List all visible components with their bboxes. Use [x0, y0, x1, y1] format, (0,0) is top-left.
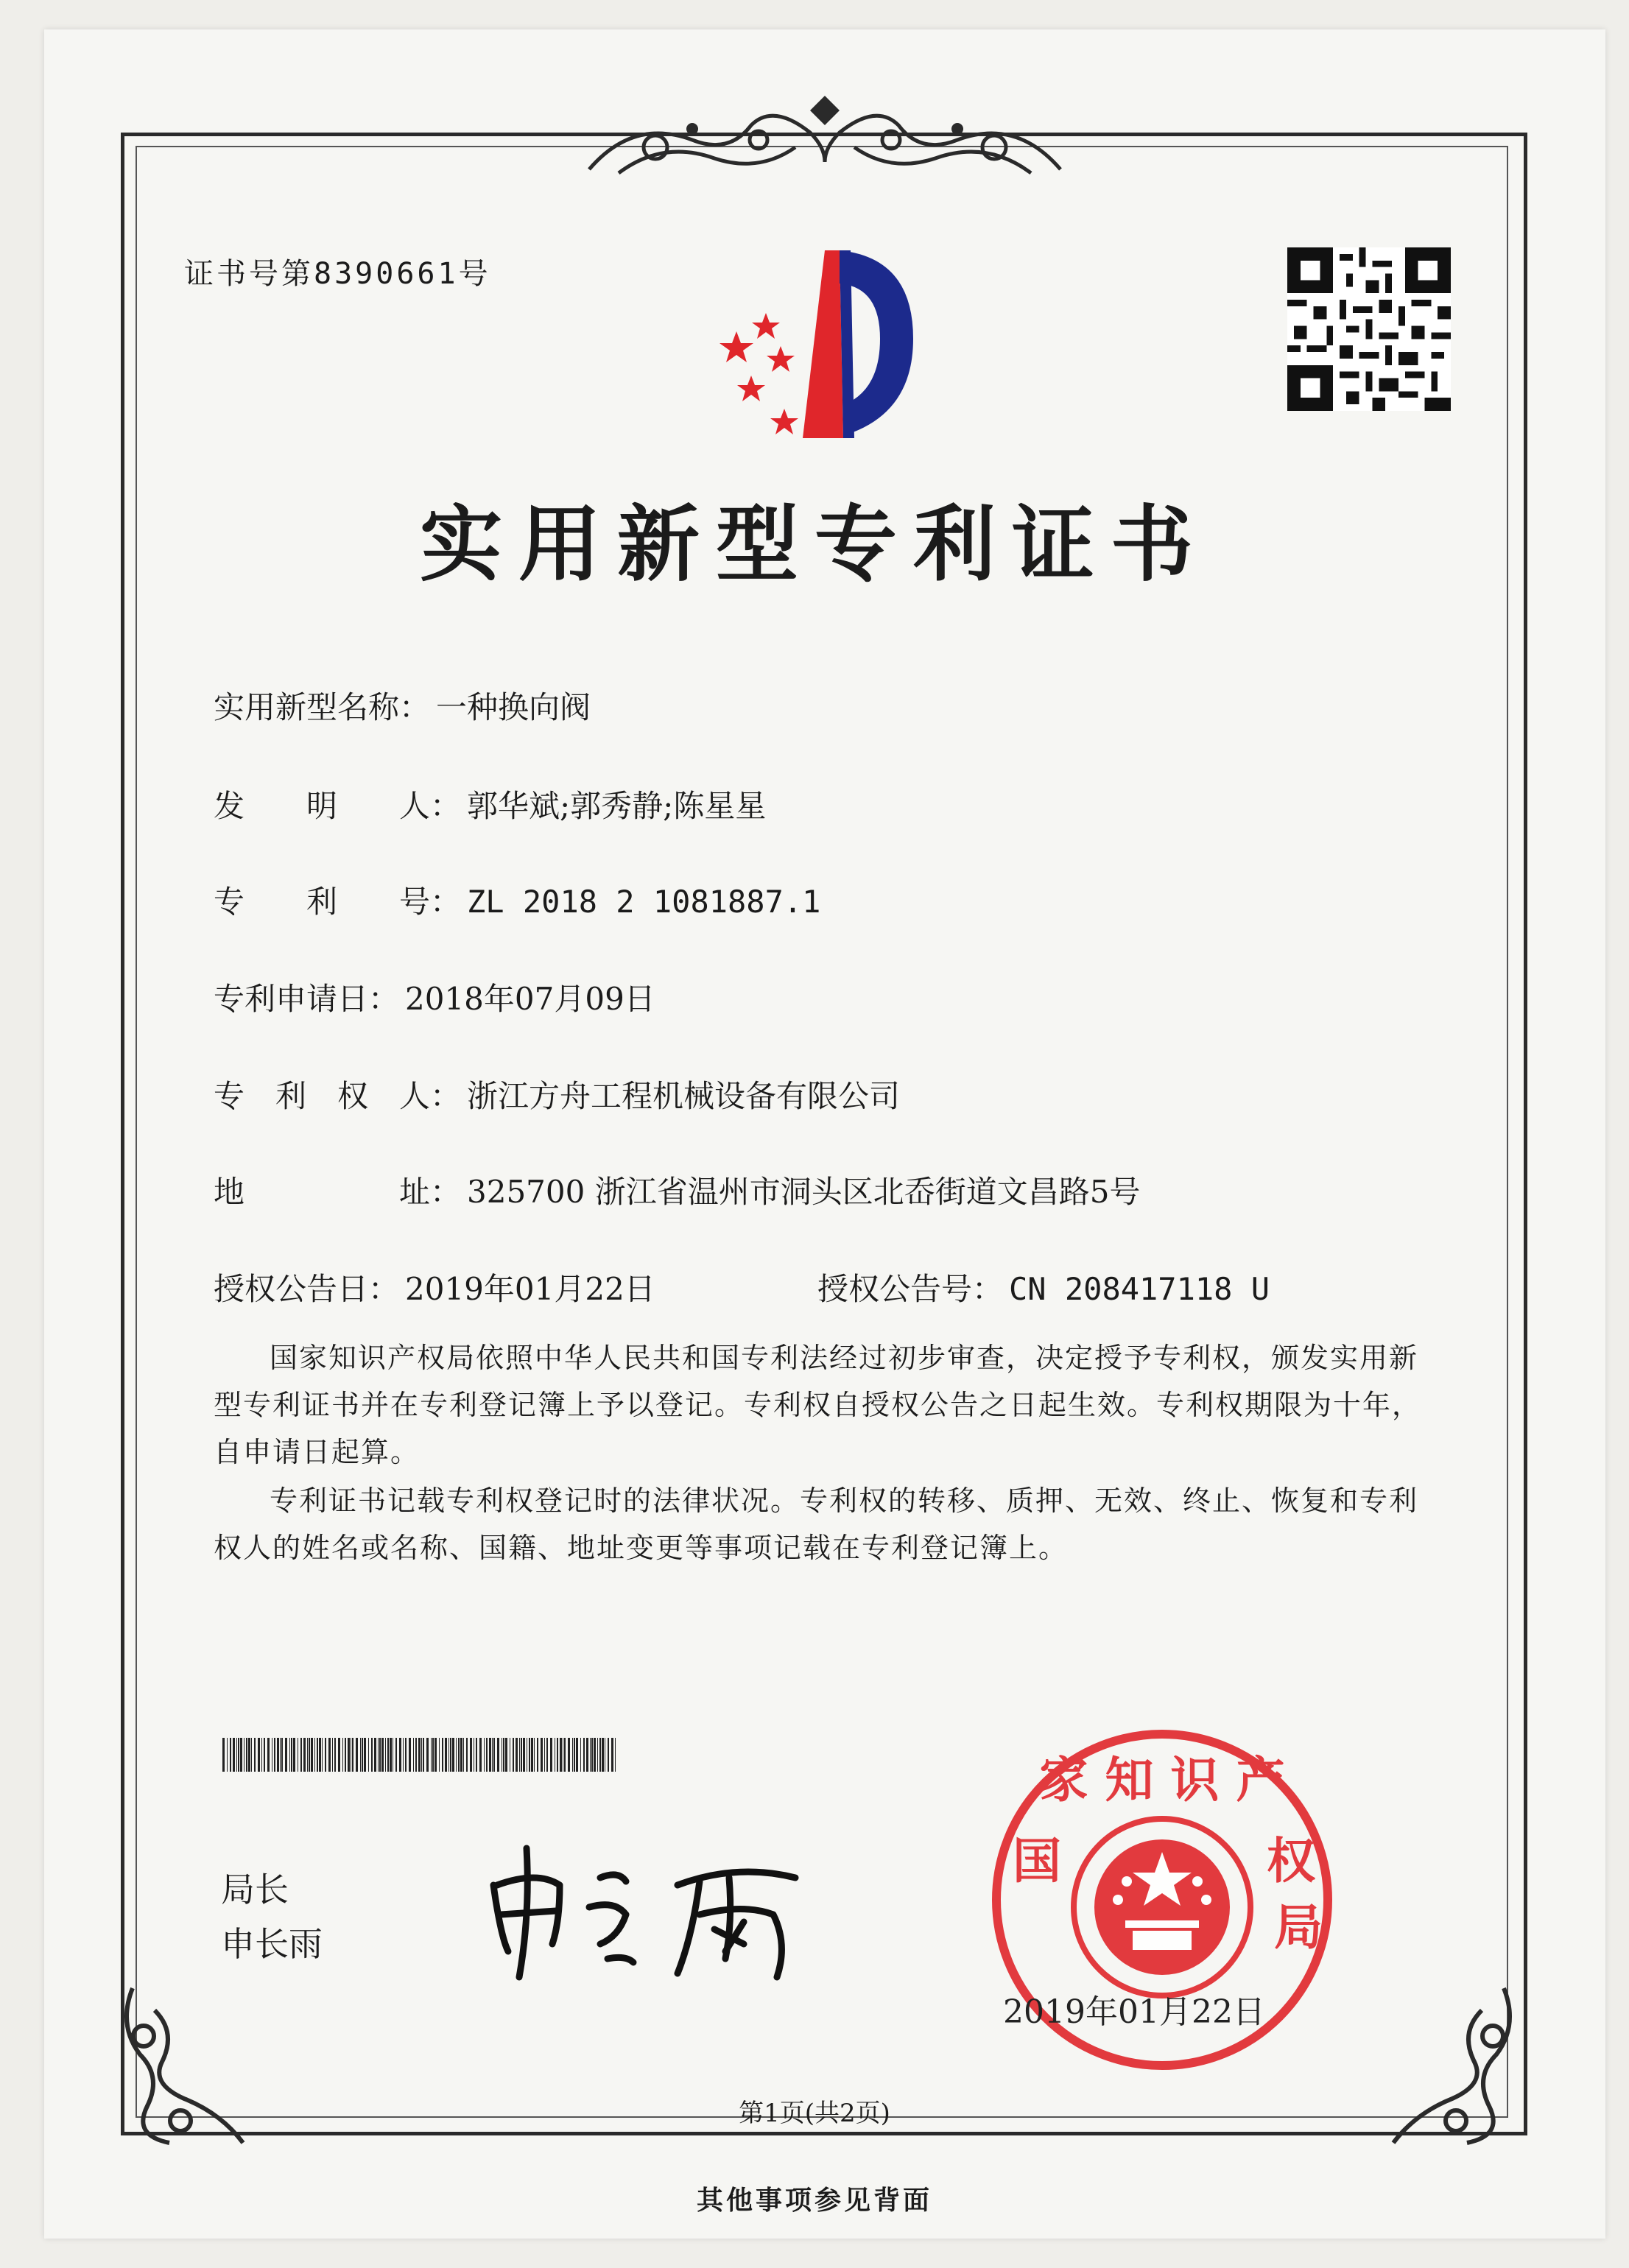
field-application-date-value: 2018年07月09日	[405, 981, 655, 1017]
svg-text:家 知 识 产: 家 知 识 产	[1039, 1751, 1285, 1809]
svg-text:局: 局	[1274, 1898, 1323, 1956]
certificate-number: 证书号第8390661号	[184, 257, 491, 291]
field-patent-no	[214, 878, 820, 922]
top-ornament-icon	[574, 88, 1075, 184]
director-title: 局长	[221, 1870, 289, 1909]
svg-text:国: 国	[1013, 1832, 1061, 1890]
qr-code-icon	[1287, 247, 1451, 411]
barcode-icon	[222, 1738, 620, 1772]
field-grant-no	[817, 1265, 1270, 1309]
field-name-value: 一种换向阀	[436, 689, 591, 725]
field-grant-date	[214, 1265, 655, 1309]
svg-text:权: 权	[1267, 1832, 1315, 1890]
field-patent-no-value: ZL 2018 2 1081887.1	[467, 884, 821, 920]
field-address-value: 325700 浙江省温州市洞头区北岙街道文昌路5号	[467, 1174, 1141, 1210]
patent-office-emblem-icon	[692, 236, 943, 449]
field-grant-no-value: CN 208417118 U	[1009, 1271, 1270, 1307]
field-application-date	[214, 975, 655, 1019]
certificate-title: 实用新型专利证书	[420, 496, 1209, 593]
seal-date: 2019年01月22日	[1003, 1993, 1265, 2031]
field-patentee-label: 专 利 权 人：	[214, 1078, 462, 1114]
footer-note: 其他事项参见背面	[696, 2185, 932, 2216]
field-application-date-label: 专利申请日：	[214, 981, 400, 1017]
field-address-label: 地 址：	[214, 1174, 462, 1210]
field-name	[214, 683, 591, 728]
field-name-label: 实用新型名称：	[214, 689, 431, 725]
page-info: 第1页(共2页)	[739, 2099, 890, 2128]
field-grant-date-value: 2019年01月22日	[405, 1271, 655, 1307]
field-patentee-value: 浙江方舟工程机械设备有限公司	[467, 1078, 901, 1114]
legal-paragraph-2: 专利证书记载专利权登记时的法律状况。专利权的转移、质押、无效、终止、恢复和专利权人的姓名或名称、国籍、地址变更等事项记载在专利登记簿上。	[214, 1485, 1419, 1564]
field-inventors-value: 郭华斌;郭秀静;陈星星	[467, 788, 767, 824]
field-grant-date-label: 授权公告日：	[214, 1271, 400, 1307]
field-patentee	[214, 1072, 900, 1116]
legal-paragraph-1: 国家知识产权局依照中华人民共和国专利法经过初步审查，决定授予专利权，颁发实用新型专利证书并在专利登记簿上予以登记。专利权自授权公告之日起生效。专利权期限为十年，自申请日起算。	[214, 1342, 1422, 1468]
director-name: 申长雨	[221, 1924, 323, 1964]
field-address	[214, 1168, 1140, 1212]
field-inventors-label: 发 明 人：	[214, 788, 462, 824]
field-grant-no-label: 授权公告号：	[817, 1271, 1004, 1307]
director-signature-icon	[479, 1834, 825, 1981]
field-patent-no-label: 专 利 号：	[214, 884, 462, 920]
field-inventors	[214, 782, 766, 826]
